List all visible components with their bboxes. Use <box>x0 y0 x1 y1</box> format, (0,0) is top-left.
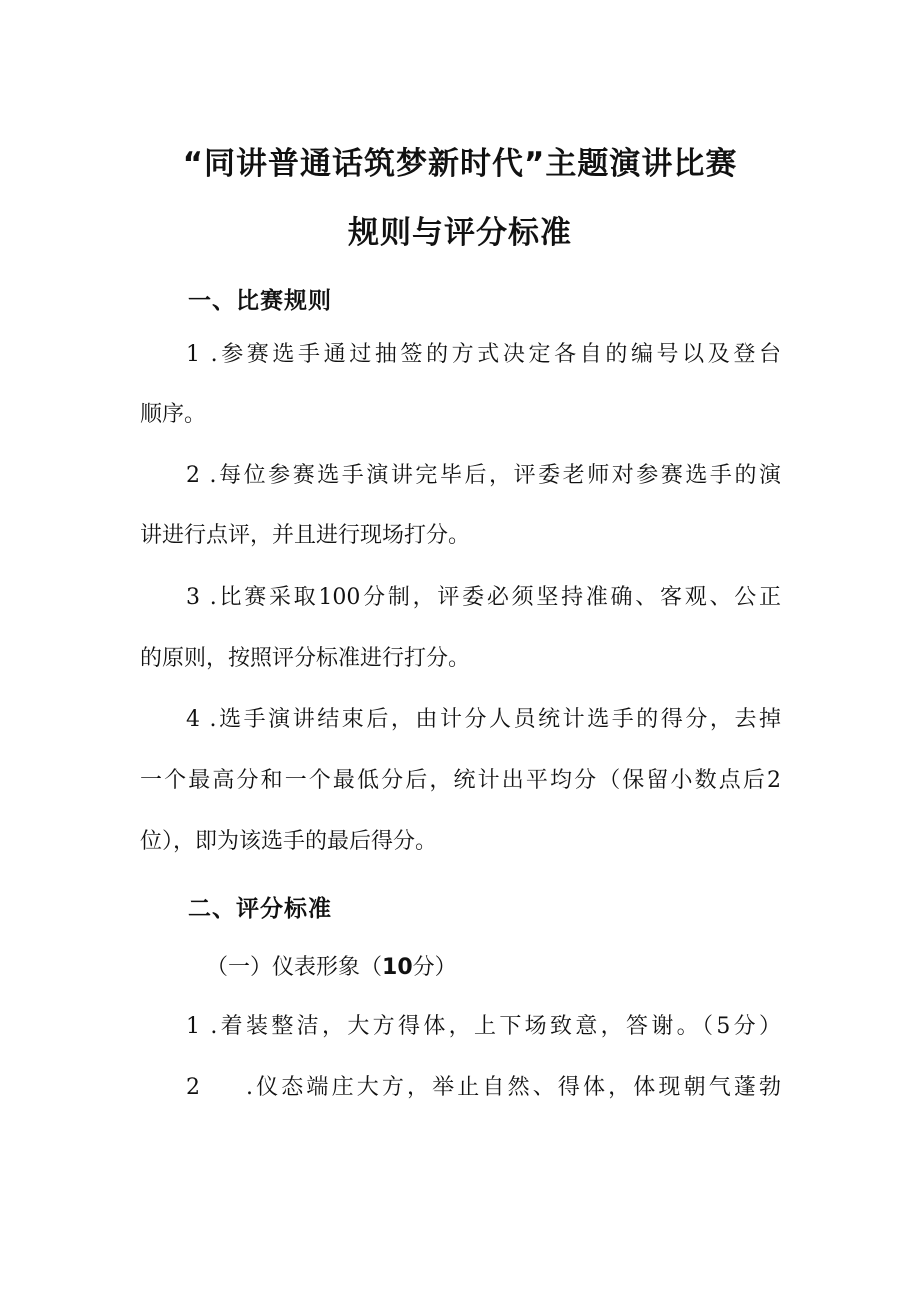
rule-2-line-2: 讲进行点评，并且进行现场打分。 <box>140 523 471 548</box>
subsection-heading-suffix: 分） <box>412 955 457 980</box>
appearance-item-2-number: 2 <box>186 1075 200 1100</box>
section-heading-rules: 一、比赛规则 <box>188 288 332 314</box>
subsection-heading-score: 10 <box>382 955 413 980</box>
rule-4-line-2: 一个最高分和一个最低分后，统计出平均分（保留小数点后2 <box>140 768 781 793</box>
rule-4-line-3: 位），即为该选手的最后得分。 <box>140 829 438 854</box>
rule-3-line-1: 3 .比赛采取100分制，评委必须坚持准确、客观、公正 <box>186 585 781 610</box>
subsection-heading-appearance <box>206 950 457 981</box>
appearance-item-2-text: .仪态端庄大方，举止自然、得体，体现朝气蓬勃 <box>246 1075 781 1100</box>
rule-2-line-1: 2 .每位参赛选手演讲完毕后，评委老师对参赛选手的演 <box>186 463 781 488</box>
section-heading-scoring: 二、评分标准 <box>188 896 332 922</box>
rule-4-line-1: 4 .选手演讲结束后，由计分人员统计选手的得分，去掉 <box>186 707 781 732</box>
subsection-heading-prefix: （一）仪表形象（ <box>206 955 383 980</box>
rule-1-line-2: 顺序。 <box>140 402 207 427</box>
document-title-line-2: 规则与评分标准 <box>348 215 572 251</box>
rule-3-line-2: 的原则，按照评分标准进行打分。 <box>140 646 471 671</box>
appearance-item-1: 1 .着装整洁，大方得体，上下场致意，答谢。（5分） <box>186 1014 781 1039</box>
rule-1-line-1: 1 .参赛选手通过抽签的方式决定各自的编号以及登台 <box>186 342 781 367</box>
document-title-line-1: “同讲普通话筑梦新时代”主题演讲比赛 <box>182 146 738 182</box>
